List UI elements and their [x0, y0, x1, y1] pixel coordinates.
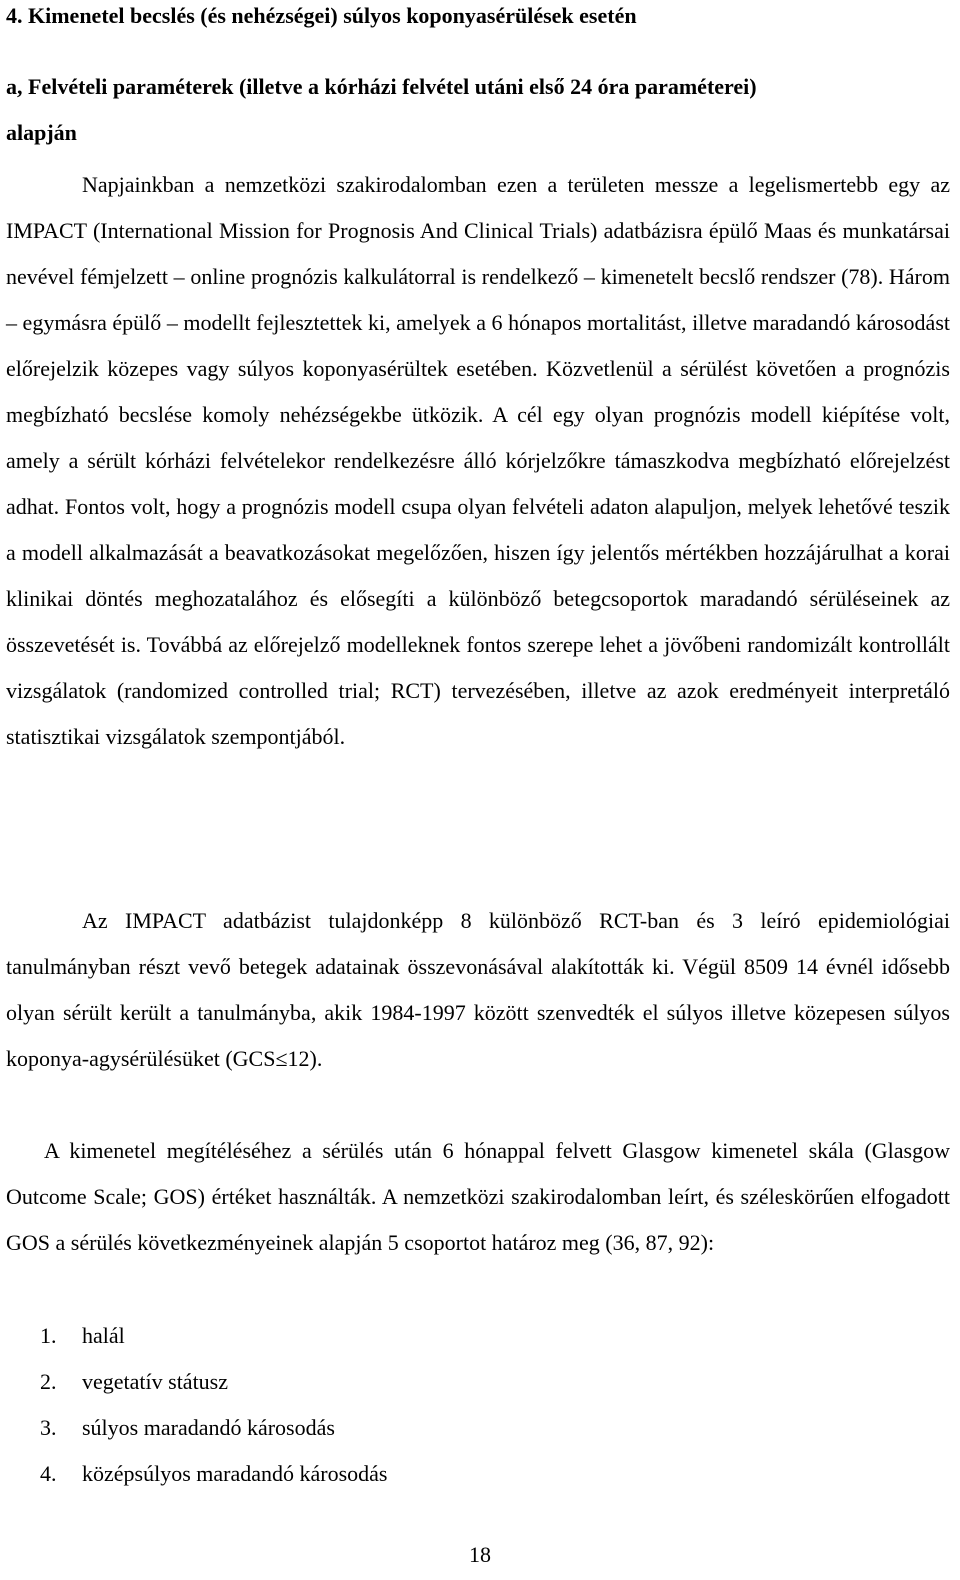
paragraph-2: Az IMPACT adatbázist tulajdonképp 8 különböző RCT-ban és 3 leíró epidemiológiai tanulmányban részt vevő betegek adatainak összevonásával alakították ki. Végül 8509 14 évnél idősebb olyan sérült került a tanulmányba, akik 1984-1997 között szenvedték el súlyos illetve közepesen súlyos koponya-agysérülésüket (GCS≤12).	[6, 908, 950, 1071]
list-item	[40, 1405, 387, 1451]
list-item	[40, 1451, 387, 1497]
list-item	[40, 1359, 387, 1405]
list-item-number: 2.	[40, 1369, 57, 1394]
list-item-number: 3.	[40, 1415, 57, 1440]
list-item-text: középsúlyos maradandó károsodás	[82, 1461, 388, 1486]
page-number: 18	[469, 1542, 491, 1567]
subsection-heading-line-1: a, Felvételi paraméterek (illetve a kórházi felvétel utáni első 24 óra paraméterei)	[6, 74, 757, 99]
subsection-heading	[6, 72, 950, 164]
list-item-text: halál	[82, 1323, 125, 1348]
list-item-text: súlyos maradandó károsodás	[82, 1415, 335, 1440]
section-heading: 4. Kimenetel becslés (és nehézségei) súlyos koponyasérülések esetén	[6, 3, 637, 28]
gos-category-list	[40, 1313, 387, 1497]
paragraph-3: A kimenetel megítéléséhez a sérülés után 6 hónappal felvett Glasgow kimenetel skála (Glasgow Outcome Scale; GOS) értéket használták. A nemzetközi szakirodalomban leírt, és széleskörűen elfogadott GOS a sérülés következményeinek alapján 5 csoportot határoz meg (36, 87, 92):	[6, 1138, 950, 1255]
paragraph-1: Napjainkban a nemzetközi szakirodalomban ezen a területen messze a legelismertebb egy az IMPACT (International Mission for Prognosis And Clinical Trials) adatbázisra épülő Maas és munkatársai nevével fémjelzett – online prognózis kalkulátorral is rendelkező – kimenetelt becslő rendszer (78). Három – egymásra épülő – modellt fejlesztettek ki, amelyek a 6 hónapos mortalitást, illetve maradandó károsodást előrejelzik közepes vagy súlyos koponyasérültek esetében. Közvetlenül a sérülést követően a prognózis megbízható becslése komoly nehézségekbe ütközik. A cél egy olyan prognózis modell kiépítése volt, amely a sérült kórházi felvételekor rendelkezésre álló kórjelzőkre támaszkodva megbízható előrejelzést adhat. Fontos volt, hogy a prognózis modell csupa olyan felvételi adaton alapuljon, melyek lehetővé teszik a modell alkalmazását a beavatkozásokat megelőzően, hiszen így jelentős mértékben hozzájárulhat a korai klinikai döntés meghozatalához és elősegíti a különböző betegcsoportok maradandó sérüléseinek az összevetését is. Továbbá az előrejelző modelleknek fontos szerepe lehet a jövőbeni randomizált kontrollált vizsgálatok (randomized controlled trial; RCT) tervezésében, illetve az azok eredményeit interpretáló statisztikai vizsgálatok szempontjából.	[6, 172, 950, 749]
list-item	[40, 1313, 387, 1359]
subsection-heading-line-2: alapján	[6, 120, 77, 145]
list-item-number: 4.	[40, 1461, 57, 1486]
list-item-number: 1.	[40, 1323, 57, 1348]
list-item-text: vegetatív státusz	[82, 1369, 229, 1394]
